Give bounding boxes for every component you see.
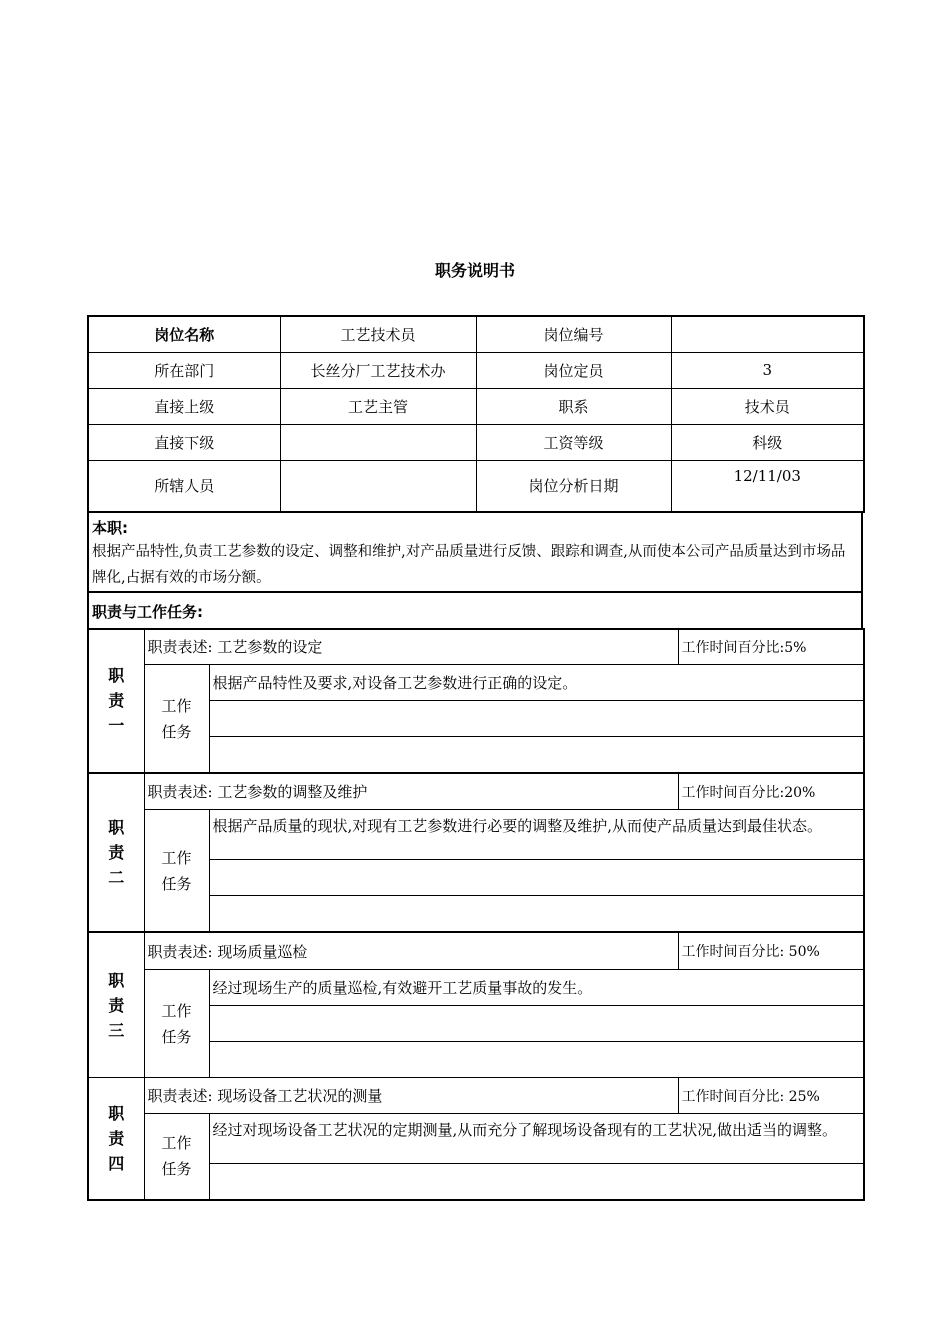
duty-table [87, 628, 865, 773]
duty-char: 二 [108, 868, 125, 887]
info-value: 工艺技术员 [280, 316, 476, 352]
info-value: 技术员 [671, 388, 864, 424]
time-percentage: 工作时间百分比: 25% [678, 1078, 864, 1114]
info-value: 3 [671, 352, 864, 388]
duty-table [87, 773, 865, 932]
time-percentage: 工作时间百分比: 50% [678, 933, 864, 970]
info-label: 岗位编号 [476, 316, 671, 352]
duty-description: 职责表述: 现场设备工艺状况的测量 [144, 1078, 678, 1114]
task-label-line: 任务 [161, 874, 192, 893]
task-text: 根据产品特性及要求,对设备工艺参数进行正确的设定。 [209, 665, 864, 701]
info-label: 所在部门 [88, 352, 280, 388]
task-label [144, 970, 209, 1078]
info-row [88, 424, 864, 460]
task-label-line: 工作 [161, 1001, 192, 1020]
duty-number [88, 1078, 144, 1200]
task-text: 根据产品质量的现状,对现有工艺参数进行必要的调整及维护,从而使产品质量达到最佳状态。 [209, 810, 864, 860]
document-title: 职务说明书 [434, 261, 515, 280]
task-label-line: 工作 [161, 1134, 192, 1153]
info-value: 长丝分厂工艺技术办 [280, 352, 476, 388]
info-label: 职系 [476, 388, 671, 424]
info-label: 所辖人员 [88, 460, 280, 512]
duty-description: 职责表述: 工艺参数的调整及维护 [144, 774, 678, 810]
duty-table [87, 932, 865, 1078]
duty-char: 责 [108, 995, 125, 1015]
info-label: 岗位分析日期 [476, 460, 671, 512]
duty-number [88, 933, 144, 1078]
info-label: 直接下级 [88, 424, 280, 460]
task-text: 经过现场生产的质量巡检,有效避开工艺质量事故的发生。 [209, 970, 864, 1006]
info-row [88, 460, 864, 512]
task-text [209, 701, 864, 737]
info-row [88, 388, 864, 424]
info-label: 工资等级 [476, 424, 671, 460]
duty-desc-row [88, 1078, 864, 1114]
task-row [88, 970, 864, 1006]
task-row [88, 665, 864, 701]
info-value: 科级 [671, 424, 864, 460]
info-value: 12/11/03 [671, 460, 864, 512]
task-row [88, 810, 864, 860]
duties-heading-section [87, 591, 863, 630]
duty-desc-row [88, 933, 864, 970]
info-row [88, 352, 864, 388]
task-label-line: 工作 [161, 696, 192, 715]
task-text [209, 1042, 864, 1078]
task-text: 经过对现场设备工艺状况的定期测量,从而充分了解现场设备现有的工艺状况,做出适当的调整。 [209, 1114, 864, 1164]
duty-desc-row [88, 629, 864, 665]
task-label-line: 任务 [161, 1027, 192, 1046]
info-label: 岗位名称 [88, 316, 280, 352]
duty-char: 职 [108, 818, 125, 837]
task-label-line: 工作 [161, 848, 192, 867]
duty-char: 职 [108, 1103, 125, 1123]
task-text [209, 1164, 864, 1200]
task-label [144, 810, 209, 932]
task-label-line: 任务 [161, 722, 192, 741]
job-summary-section [87, 513, 863, 593]
duty-char: 四 [108, 1153, 125, 1173]
duty-char: 职 [108, 666, 125, 685]
duty-char: 责 [108, 843, 125, 862]
job-info-table [87, 315, 865, 513]
task-text [209, 860, 864, 896]
task-text [209, 896, 864, 932]
duty-description: 职责表述: 工艺参数的设定 [144, 629, 678, 665]
task-label [144, 665, 209, 773]
info-label: 直接上级 [88, 388, 280, 424]
task-row [88, 1114, 864, 1164]
duty-desc-row [88, 774, 864, 810]
duty-char: 三 [108, 1020, 125, 1040]
time-percentage: 工作时间百分比:5% [678, 629, 864, 665]
info-value: 工艺主管 [280, 388, 476, 424]
summary-heading: 本职: [92, 519, 128, 537]
duty-number [88, 629, 144, 773]
info-value [671, 316, 864, 352]
info-value [280, 460, 476, 512]
duty-number [88, 774, 144, 932]
info-row [88, 316, 864, 352]
summary-text: 根据产品特性,负责工艺参数的设定、调整和维护,对产品质量进行反馈、跟踪和调查,从而使本公司产品质量达到市场品牌化,占据有效的市场分额。 [92, 544, 846, 586]
duty-char: 责 [108, 1128, 125, 1148]
task-text [209, 737, 864, 773]
duty-char: 责 [108, 691, 125, 710]
info-label: 岗位定员 [476, 352, 671, 388]
info-value [280, 424, 476, 460]
duty-table [87, 1077, 865, 1201]
duty-char: 职 [108, 970, 125, 990]
duty-description: 职责表述: 现场质量巡检 [144, 933, 678, 970]
time-percentage: 工作时间百分比:20% [678, 774, 864, 810]
task-label [144, 1114, 209, 1200]
task-label-line: 任务 [161, 1160, 192, 1179]
duties-heading: 职责与工作任务: [92, 603, 203, 621]
duty-char: 一 [108, 716, 125, 735]
task-text [209, 1006, 864, 1042]
